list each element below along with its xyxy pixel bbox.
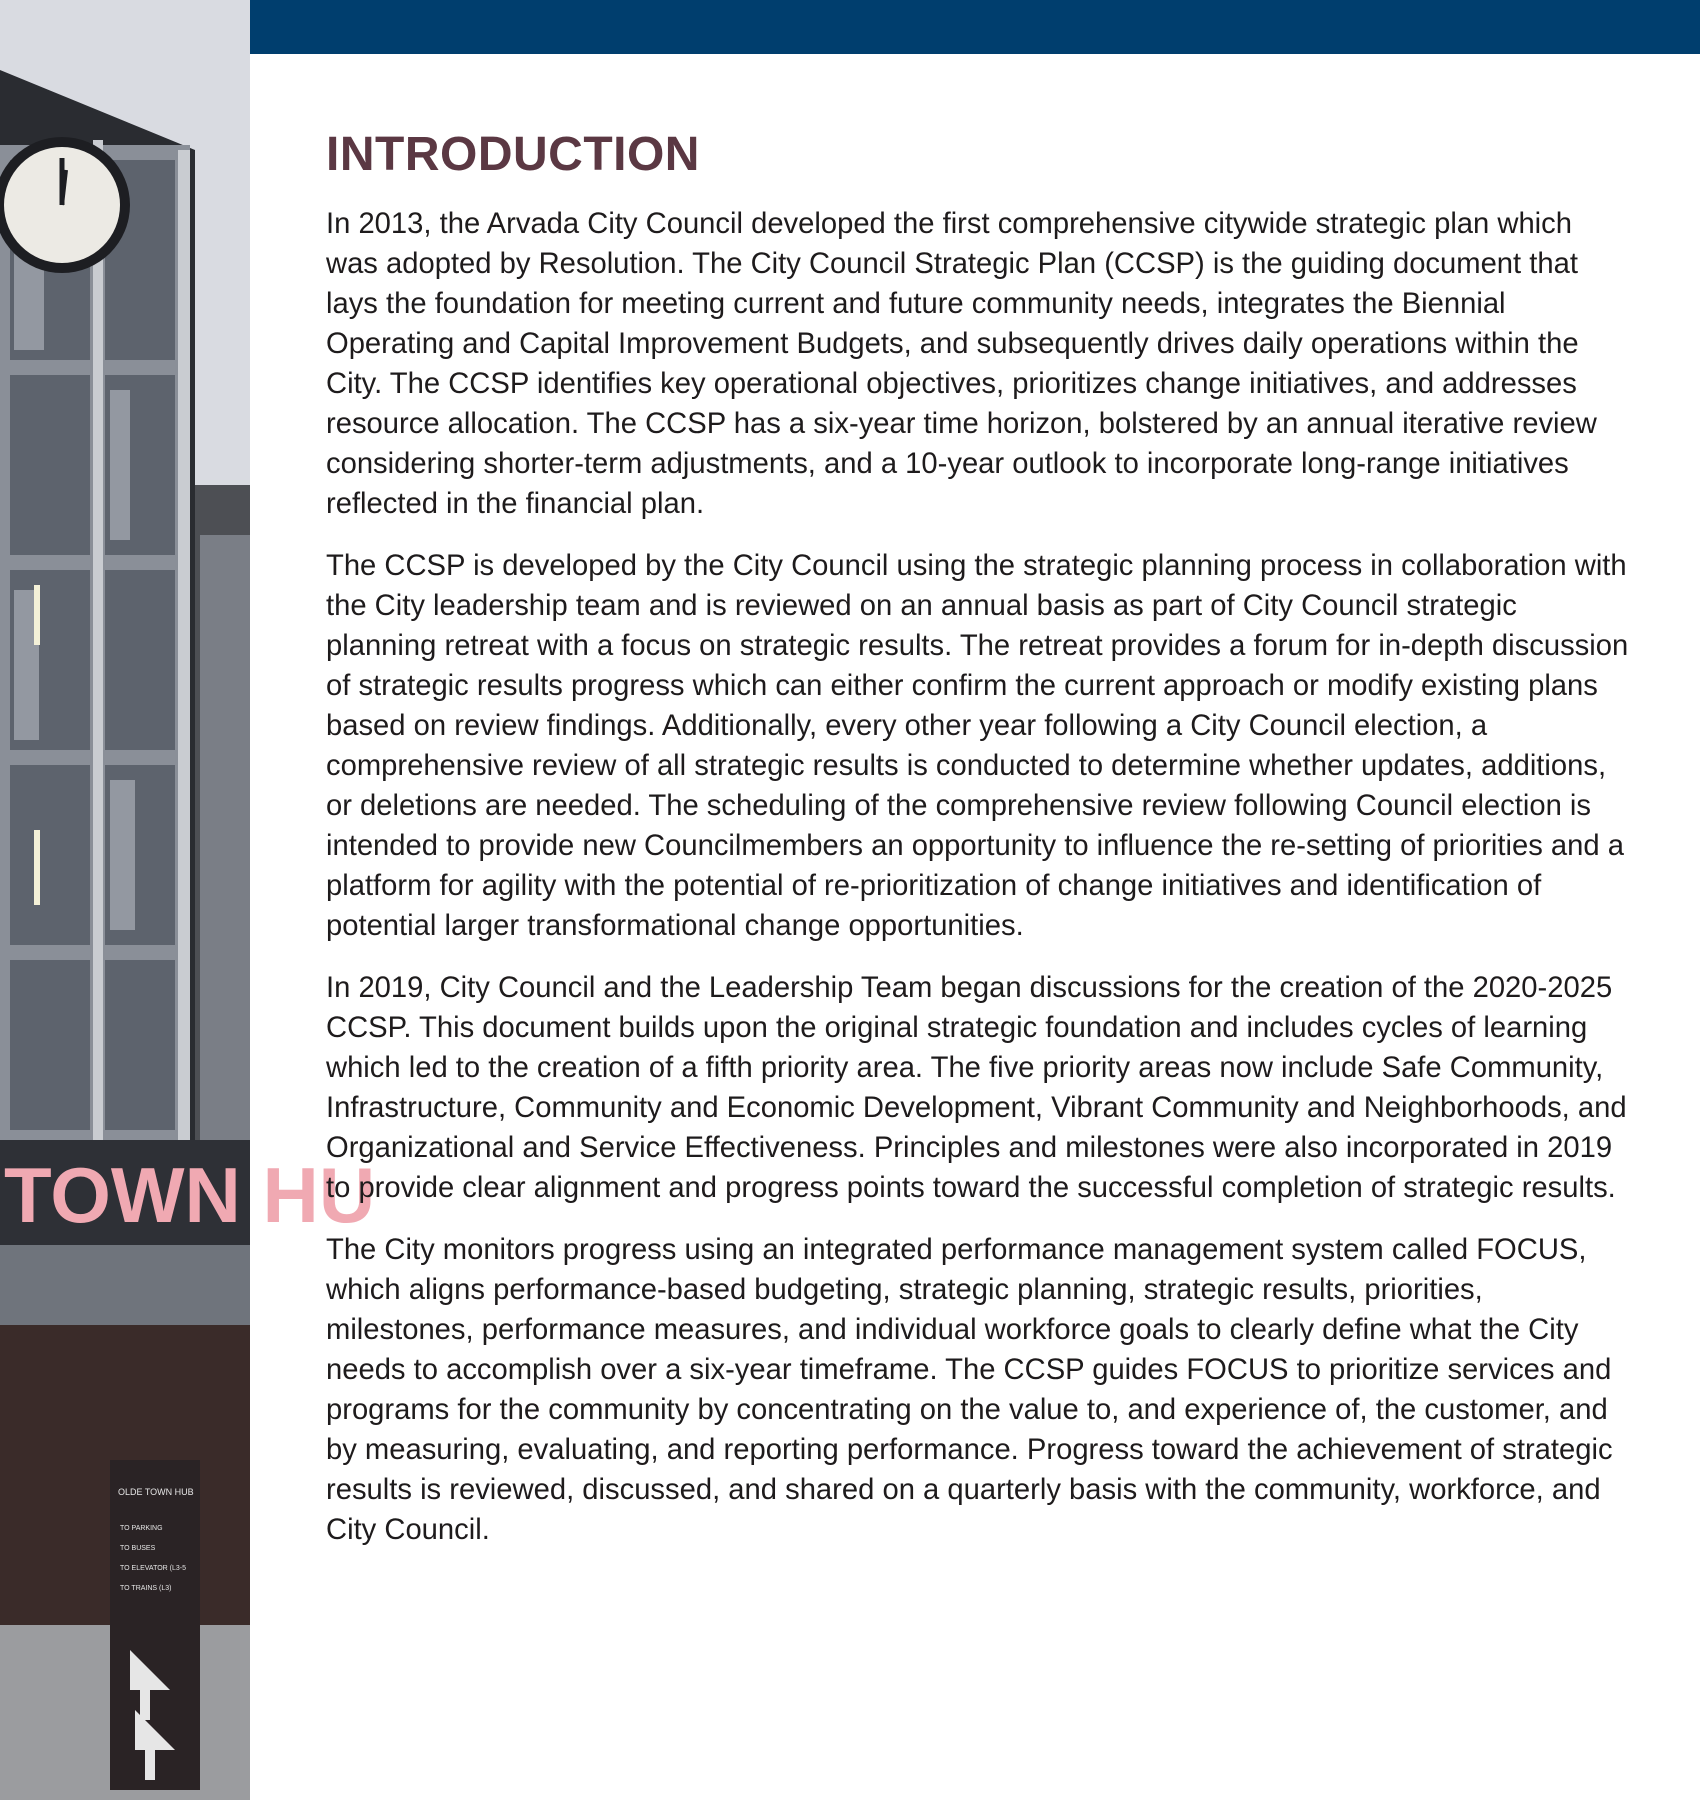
building-photo [0,0,376,1800]
page-title: INTRODUCTION [326,128,700,181]
intro-paragraph-2: The CCSP is developed by the City Council using the strategic planning process in collaboration with the City leadership team and is reviewed on an annual basis as part of City Council strategic planning retreat with a focus on strategic results. The retreat provides a forum for in-depth discussion of strategic results progress which can either confirm the current approach or modify existing plans based on review findings. Additionally, every other year following a City Council election, a comprehensive review of all strategic results is conducted to determine whether updates, additions, or deletions are needed. The scheduling of the comprehensive review following Council election is intended to provide new Councilmembers an opportunity to influence the re-setting of priorities and a platform for agility with the potential of re-prioritization of change initiatives and identification of potential larger transformational change opportunities. [326,550,1629,942]
building-photo-icon [0,0,376,1800]
intro-paragraph-1: In 2013, the Arvada City Council developed the first comprehensive citywide strategic plan which was adopted by Resolution. The City Council Strategic Plan (CCSP) is the guiding document that lays the foundation for meeting current and future community needs, integrates the Biennial Operating and Capital Improvement Budgets, and subsequently drives daily operations within the City. The CCSP identifies key operational objectives, prioritizes change initiatives, and addresses resource allocation. The CCSP has a six-year time horizon, bolstered by an annual iterative review considering shorter-term adjustments, and a 10-year outlook to incorporate long-range initiatives reflected in the financial plan. [326,208,1597,520]
svg-text:TO PARKING: TO PARKING [120,1525,163,1532]
header-bar [250,0,1700,54]
svg-text:TO BUSES: TO BUSES [120,1545,156,1552]
svg-text:TO TRAINS (L3): TO TRAINS (L3) [120,1585,172,1592]
introduction-section [326,126,1631,1572]
svg-text:OLDE TOWN HUB: OLDE TOWN HUB [118,1487,194,1497]
svg-text:TOWN HU: TOWN HU [4,1151,376,1239]
svg-text:TO ELEVATOR (L3-5: TO ELEVATOR (L3-5 [120,1565,187,1572]
intro-paragraph-4: The City monitors progress using an integrated performance management system called FOCUS, which aligns performance-based budgeting, strategic planning, strategic results, priorities, milestones, performance measures, and individual workforce goals to clearly define what the City needs to accomplish over a six-year timeframe. The CCSP guides FOCUS to prioritize services and programs for the community by concentrating on the value to, and experience of, the customer, and by measuring, evaluating, and reporting performance. Progress toward the achievement of strategic results is reviewed, discussed, and shared on a quarterly basis with the community, workforce, and City Council. [326,1234,1613,1546]
intro-paragraph-3: In 2019, City Council and the Leadership Team began discussions for the creation of the 2020-2025 CCSP. This document builds upon the original strategic foundation and includes cycles of learning which led to the creation of a fifth priority area. The five priority areas now include Safe Community, Infrastructure, Community and Economic Development, Vibrant Community and Neighborhoods, and Organizational and Service Effectiveness. Principles and milestones were also incorporated in 2019 to provide clear alignment and progress points toward the successful completion of strategic results. [326,972,1627,1204]
